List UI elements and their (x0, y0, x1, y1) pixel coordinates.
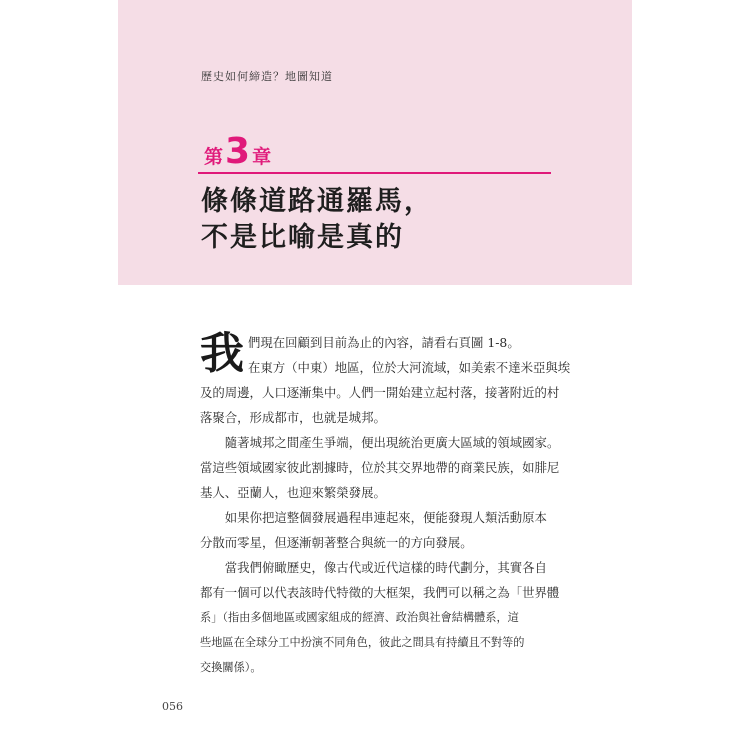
chapter-rule (198, 172, 551, 174)
chapter-number: 3 (225, 131, 251, 172)
first-paragraph (200, 330, 586, 380)
text-line-note: 系」（指由多個地區或國家組成的經濟、政治與社會結構體系，這 (200, 611, 519, 624)
paragraph (200, 505, 586, 555)
book-page (118, 0, 632, 750)
text-line: 隨著城邦之間產生爭端，便出現統治更廣大區域的領域國家。 (224, 435, 560, 450)
text-line: 都有一個可以代表該時代特徵的大框架，我們可以稱之為「世界體 (200, 585, 560, 600)
text-line: 分散而零星，但逐漸朝著整合與統一的方向發展。 (200, 535, 473, 550)
chapter-title-line: 條條道路通羅馬， (201, 186, 433, 217)
chapter-suffix: 章 (252, 146, 272, 168)
text-line: 們現在回顧到目前為止的內容，請看右頁圖 1-8。 (248, 335, 520, 350)
text-line: 在東方（中東）地區，位於大河流域，如美索不達米亞與埃 (248, 360, 571, 375)
text-line-note: 交換關係）。 (200, 661, 262, 674)
text-line: 落聚合，形成都市，也就是城邦。 (200, 410, 386, 425)
text-line: 基人、亞蘭人，也迎來繁榮發展。 (200, 485, 386, 500)
chapter-header-block (118, 0, 632, 285)
first-paragraph-continued (200, 380, 586, 430)
page-number: 056 (162, 700, 183, 713)
text-line: 如果你把這整個發展過程串連起來，便能發現人類活動原本 (224, 510, 547, 525)
chapter-title (201, 184, 433, 256)
text-line: 及的周邊，人口逐漸集中。人們一開始建立起村落，接著附近的村 (200, 385, 560, 400)
chapter-prefix: 第 (204, 146, 224, 168)
body-text (200, 330, 586, 680)
chapter-label (204, 131, 272, 172)
chapter-title-line: 不是比喻是真的 (201, 222, 404, 253)
text-line-note: 些地區在全球分工中扮演不同角色，彼此之間具有持續且不對等的 (200, 636, 525, 649)
text-line: 當我們俯瞰歷史，像古代或近代這樣的時代劃分，其實各自 (224, 560, 547, 575)
drop-cap: 我 (200, 328, 244, 379)
paragraph (200, 555, 586, 680)
text-line: 當這些領域國家彼此割據時，位於其交界地帶的商業民族，如腓尼 (200, 460, 560, 475)
running-head: 歷史如何締造？地圖知道 (201, 70, 333, 83)
paragraph (200, 430, 586, 505)
